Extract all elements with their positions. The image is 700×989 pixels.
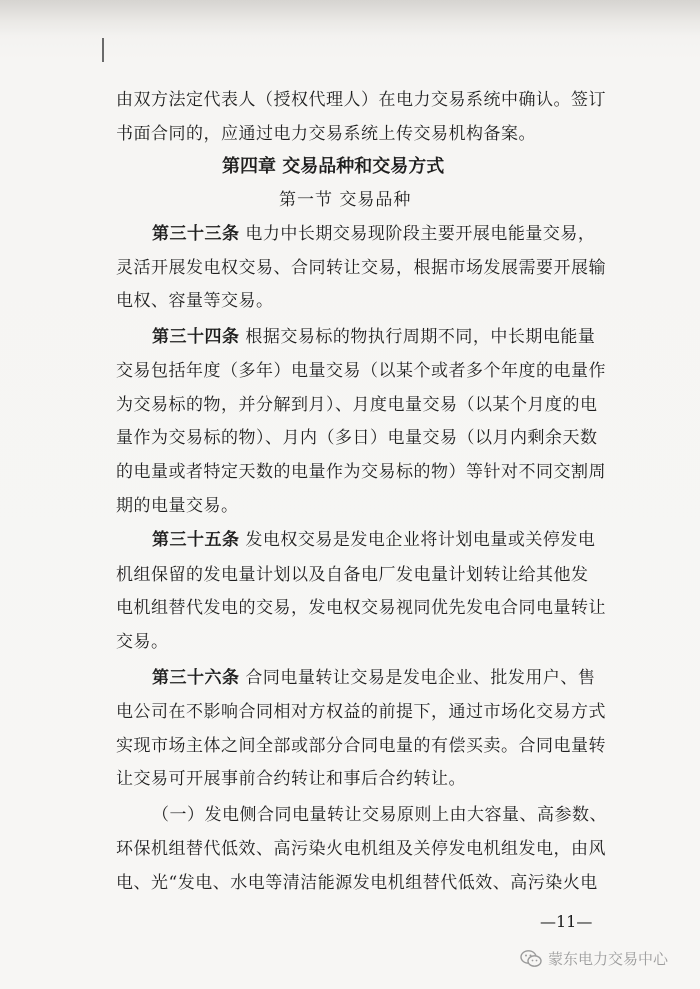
chapter-title: 第四章 交易品种和交易方式 bbox=[222, 156, 445, 177]
text-line: （一）发电侧合同电量转让交易原则上由大容量、高参数、 bbox=[152, 805, 607, 825]
article-label: 第三十四条 bbox=[152, 327, 240, 347]
text-line: 电机组替代发电的交易，发电权交易视同优先发电合同电量转让 bbox=[116, 598, 606, 618]
article-35-first-line bbox=[152, 530, 595, 550]
text-line: 环保机组替代低效、高污染火电机组及关停发电机组发电，由风 bbox=[116, 839, 606, 859]
article-label: 第三十五条 bbox=[152, 530, 240, 550]
article-text: 合同电量转让交易是发电企业、批发用户、售 bbox=[239, 668, 596, 688]
text-line: 电公司在不影响合同相对方权益的前提下，通过市场化交易方式 bbox=[116, 702, 606, 722]
text-line: 交易包括年度（多年）电量交易（以某个或者多个年度的电量作 bbox=[116, 361, 606, 381]
article-text: 发电权交易是发电企业将计划电量或关停发电 bbox=[239, 530, 596, 550]
text-line: 灵活开展发电权交易、合同转让交易，根据市场发展需要开展输 bbox=[116, 258, 606, 278]
article-label: 第三十三条 bbox=[152, 224, 240, 244]
wechat-icon bbox=[520, 949, 542, 969]
scan-top-shadow bbox=[0, 0, 700, 36]
article-34-first-line bbox=[152, 327, 595, 347]
text-line: 电权、容量等交易。 bbox=[116, 291, 274, 311]
text-line: 的电量或者特定天数的电量作为交易标的物）等针对不同交割周 bbox=[116, 462, 606, 482]
article-label: 第三十六条 bbox=[152, 668, 240, 688]
watermark-text: 蒙东电力交易中心 bbox=[548, 950, 669, 968]
section-title: 第一节 交易品种 bbox=[279, 190, 412, 210]
margin-mark bbox=[102, 38, 104, 62]
text-line: 量作为交易标的物）、月内（多日）电量交易（以月内剩余天数 bbox=[116, 428, 598, 448]
wechat-watermark bbox=[520, 948, 668, 969]
text-line: 电、光“发电、水电等清洁能源发电机组替代低效、高污染火电 bbox=[116, 873, 598, 893]
text-line: 机组保留的发电量计划以及自备电厂发电量计划转让给其他发 bbox=[116, 565, 589, 585]
text-line: 交易。 bbox=[116, 632, 169, 652]
text-line: 期的电量交易。 bbox=[116, 496, 239, 516]
text-line: 为交易标的物，并分解到月）、月度电量交易（以某个月度的电 bbox=[116, 395, 598, 415]
text-line: 书面合同的，应通过电力交易系统上传交易机构备案。 bbox=[116, 124, 536, 144]
text-line: 让交易可开展事前合约转让和事后合约转让。 bbox=[116, 769, 466, 789]
text-line: 实现市场主体之间全部或部分合同电量的有偿买卖。合同电量转 bbox=[116, 736, 606, 756]
text-line: 由双方法定代表人（授权代理人）在电力交易系统中确认。签订 bbox=[116, 90, 606, 110]
article-36-first-line bbox=[152, 668, 595, 688]
article-text: 电力中长期交易现阶段主要开展电能量交易， bbox=[239, 224, 596, 244]
article-33-first-line bbox=[152, 224, 595, 244]
page-number: —11— bbox=[540, 912, 593, 931]
article-text: 根据交易标的物执行周期不同，中长期电能量 bbox=[239, 327, 596, 347]
